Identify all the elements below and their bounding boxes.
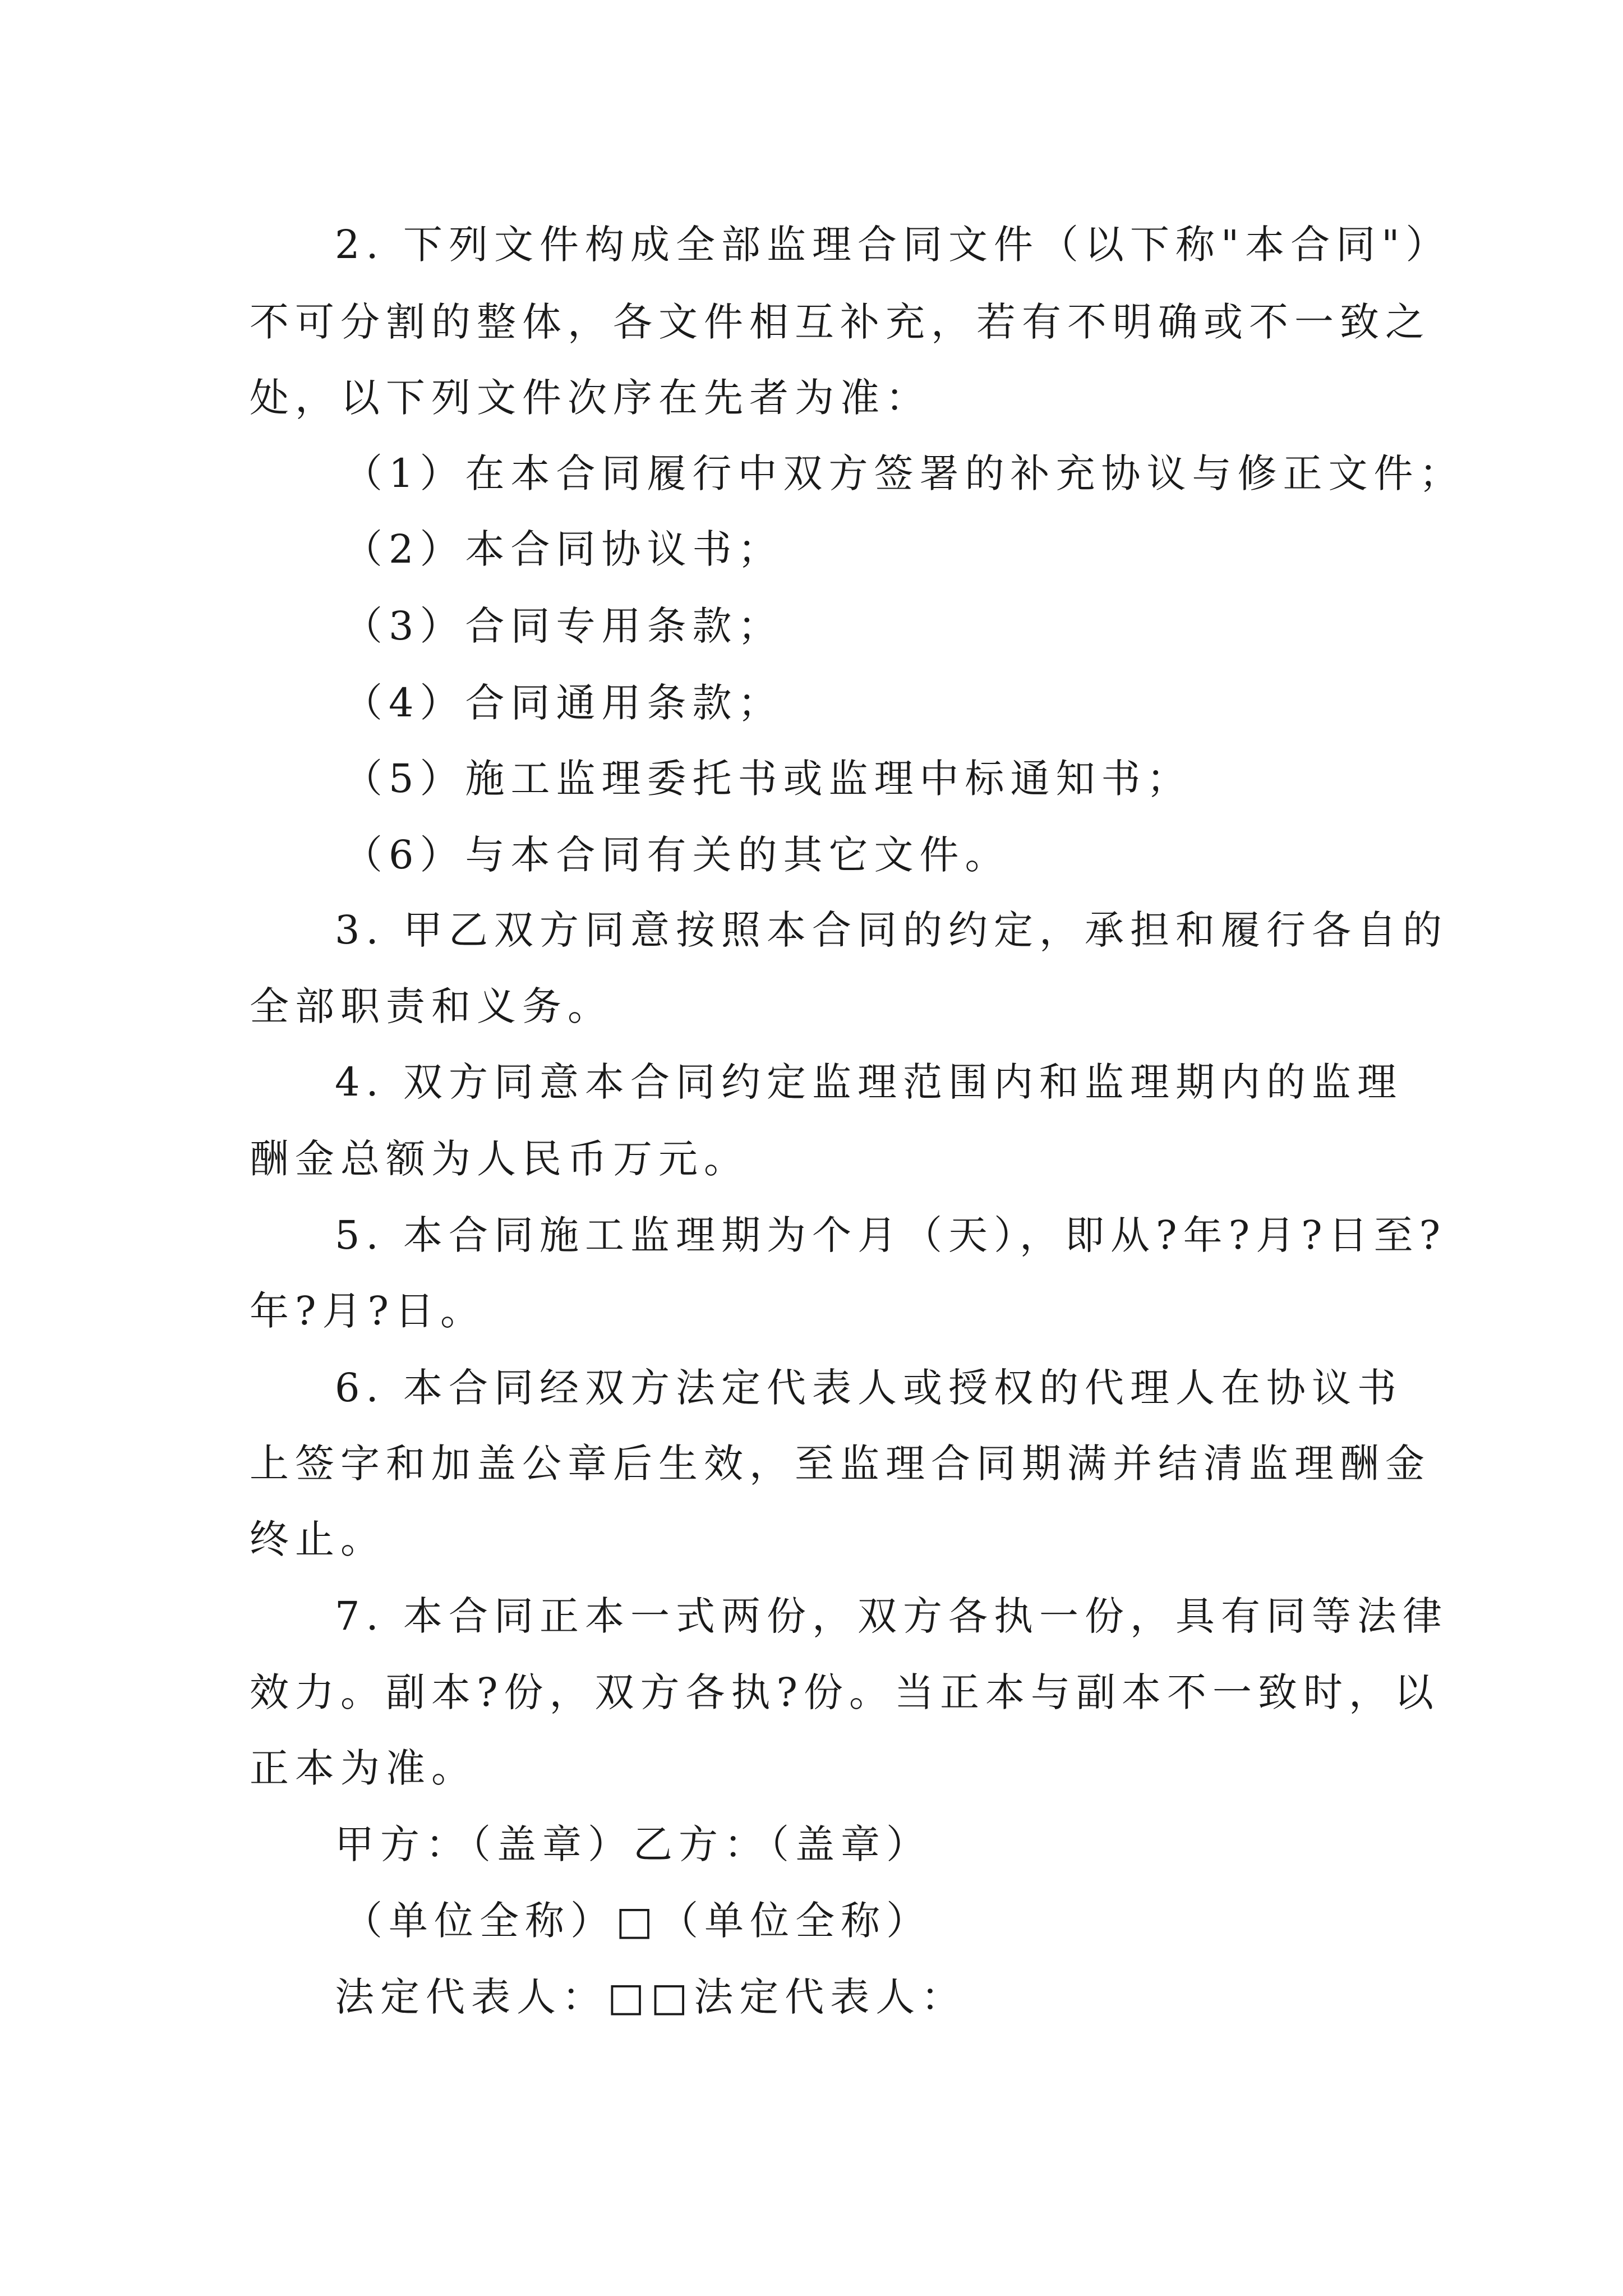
clause-2-line-1: 2. 下列文件构成全部监理合同文件（以下称"本合同"） — [335, 222, 1451, 268]
clause-5-line-2: 年?月?日。 — [250, 1288, 486, 1334]
signature-legal-rep-line: 法定代表人：□□法定代表人： — [335, 1974, 967, 2020]
list-item-6: （6）与本合同有关的其它文件。 — [343, 832, 1011, 878]
clause-3-line-2: 全部职责和义务。 — [250, 983, 613, 1029]
clause-3-line-1: 3. 甲乙双方同意按照本合同的约定，承担和履行各自的 — [335, 907, 1449, 953]
clause-7-line-1: 7. 本合同正本一式两份，双方各执一份，具有同等法律 — [335, 1593, 1449, 1639]
clause-6-line-3: 终止。 — [250, 1516, 386, 1562]
clause-4-line-2: 酬金总额为人民币万元。 — [250, 1136, 749, 1182]
signature-party-line: 甲方：（盖章）乙方：（盖章） — [335, 1821, 932, 1867]
list-item-1: （1）在本合同履行中双方签署的补充协议与修正文件； — [343, 450, 1465, 496]
list-item-5: （5）施工监理委托书或监理中标通知书； — [343, 756, 1192, 802]
clause-5-line-1: 5. 本合同施工监理期为个月（天），即从?年?月?日至? — [335, 1212, 1447, 1258]
list-item-4: （4）合同通用条款； — [343, 680, 783, 726]
clause-2-line-2: 不可分割的整体，各文件相互补充，若有不明确或不一致之 — [250, 299, 1431, 345]
clause-6-line-1: 6. 本合同经双方法定代表人或授权的代理人在协议书 — [335, 1365, 1403, 1411]
list-item-2: （2）本合同协议书； — [343, 526, 783, 572]
clause-6-line-2: 上签字和加盖公章后生效，至监理合同期满并结清监理酬金 — [250, 1441, 1431, 1487]
clause-7-line-2: 效力。副本?份，双方各执?份。当正本与副本不一致时，以 — [250, 1669, 1440, 1715]
list-item-3: （3）合同专用条款； — [343, 603, 783, 649]
clause-4-line-1: 4. 双方同意本合同约定监理范围内和监理期内的监理 — [335, 1059, 1403, 1105]
signature-unit-name-line: （单位全称）□（单位全称） — [343, 1898, 932, 1944]
clause-2-line-3: 处，以下列文件次序在先者为准： — [250, 375, 931, 421]
clause-7-line-3: 正本为准。 — [250, 1745, 477, 1791]
